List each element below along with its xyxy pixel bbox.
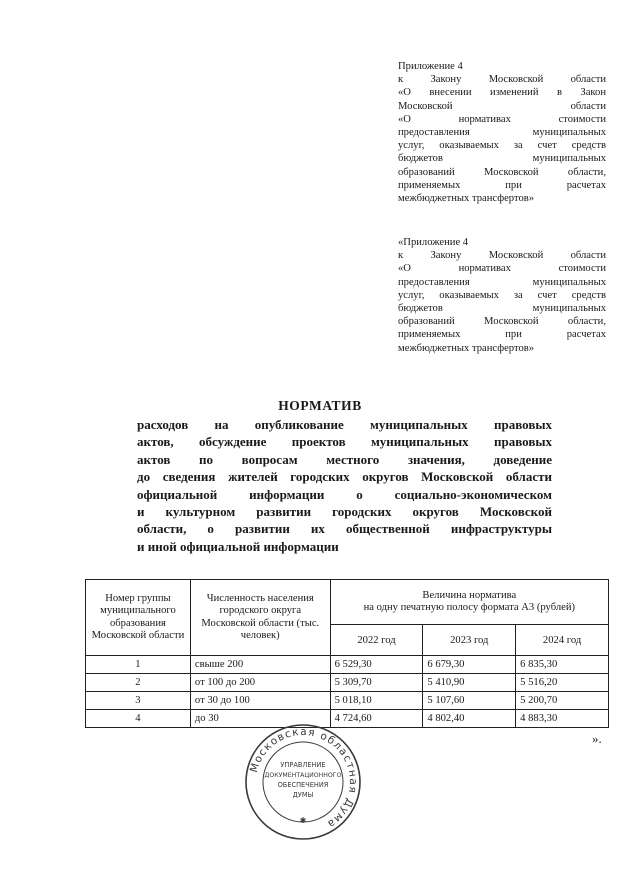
header-value <box>330 580 608 625</box>
cell-value: 6 529,30 <box>330 656 423 674</box>
appendix-line: «О нормативах стоимости <box>398 263 606 275</box>
cell-value: 4 724,60 <box>330 710 423 728</box>
header-group: Номер группы муниципального образования Московской области <box>86 580 191 656</box>
subtitle-line: области, о развитии их общественной инфраструктуры <box>137 521 552 537</box>
cell-value: 6 835,30 <box>516 656 609 674</box>
appendix-line: бюджетов муниципальных <box>398 153 606 165</box>
cell-group: 1 <box>86 656 191 674</box>
subtitle-line: до сведения жителей городских округов Московской области <box>137 469 552 485</box>
appendix-line: применяемых при расчетах <box>398 329 606 341</box>
appendix-line: предоставления муниципальных <box>398 276 606 288</box>
cell-value: 5 200,70 <box>516 692 609 710</box>
cell-population: от 100 до 200 <box>190 674 330 692</box>
header-year: 2024 год <box>516 625 609 656</box>
cell-population: от 30 до 100 <box>190 692 330 710</box>
subtitle-line: актов, обсуждение проектов муниципальных правовых <box>137 434 552 450</box>
appendix-line: образований Московской области, <box>398 316 606 328</box>
norm-table <box>85 579 609 728</box>
closing-quote: ». <box>592 731 602 746</box>
appendix-line: «О внесении изменений в Закон <box>398 87 606 99</box>
stamp-center-line: УПРАВЛЕНИЕ <box>280 761 326 769</box>
appendix-line: Приложение 4 <box>398 61 463 72</box>
appendix-line: к Закону Московской области <box>398 74 606 86</box>
cell-group: 3 <box>86 692 191 710</box>
appendix-line: Московской области <box>398 100 606 112</box>
appendix-header-current <box>398 60 606 205</box>
stamp-center-line: ДОКУМЕНТАЦИОННОГО <box>264 772 342 779</box>
cell-value: 5 018,10 <box>330 692 423 710</box>
table-row <box>86 692 609 710</box>
document-title: НОРМАТИВ <box>278 398 362 413</box>
appendix-line: предоставления муниципальных <box>398 127 606 139</box>
header-population: Численность населения городского округа Московской области (тыс. человек) <box>190 580 330 656</box>
header-value-line2: на одну печатную полосу формата А3 (рублей) <box>363 602 576 613</box>
table-row <box>86 656 609 674</box>
cell-value: 5 410,90 <box>423 674 516 692</box>
appendix-line: «Приложение 4 <box>398 237 469 248</box>
header-value-line1: Величина норматива <box>422 589 517 601</box>
cell-group: 2 <box>86 674 191 692</box>
stamp-center-line: ОБЕСПЕЧЕНИЯ <box>277 781 329 789</box>
appendix-header-quoted <box>398 236 606 355</box>
cell-value: 6 679,30 <box>423 656 516 674</box>
table-row <box>86 674 609 692</box>
cell-value: 5 309,70 <box>330 674 423 692</box>
cell-value: 4 802,40 <box>423 710 516 728</box>
appendix-line: бюджетов муниципальных <box>398 303 606 315</box>
appendix-line: «О нормативах стоимости <box>398 113 606 125</box>
header-year: 2023 год <box>423 625 516 656</box>
appendix-line: применяемых при расчетах <box>398 179 606 191</box>
subtitle-line: официальной информации о социально-экономическом <box>137 486 552 502</box>
subtitle-line: и культурном развитии городских округов Московской <box>137 504 552 520</box>
document-subtitle <box>137 416 552 555</box>
cell-population: свыше 200 <box>190 656 330 674</box>
cell-population: до 30 <box>190 710 330 728</box>
table-header-row <box>86 580 609 625</box>
subtitle-line: актов по вопросам местного значения, доведение <box>137 451 552 467</box>
appendix-line: услуг, оказываемых за счет средств <box>398 289 606 301</box>
appendix-line: услуг, оказываемых за счет средств <box>398 140 606 152</box>
stamp-star-icon: ✱ <box>299 816 307 825</box>
stamp-ring-text: Московская областная Дума <box>247 725 360 831</box>
appendix-line: межбюджетных трансфертов» <box>398 342 535 354</box>
cell-group: 4 <box>86 710 191 728</box>
subtitle-line: расходов на опубликование муниципальных правовых <box>137 417 552 432</box>
appendix-line: межбюджетных трансфертов» <box>398 193 535 205</box>
cell-value: 4 883,30 <box>516 710 609 728</box>
cell-value: 5 107,60 <box>423 692 516 710</box>
appendix-line: образований Московской области, <box>398 166 606 178</box>
appendix-line: к Закону Московской области <box>398 250 606 262</box>
stamp-center-line: ДУМЫ <box>292 791 314 799</box>
cell-value: 5 516,20 <box>516 674 609 692</box>
subtitle-line: и иной официальной информации <box>137 538 339 554</box>
official-stamp <box>244 723 362 841</box>
header-year: 2022 год <box>330 625 423 656</box>
